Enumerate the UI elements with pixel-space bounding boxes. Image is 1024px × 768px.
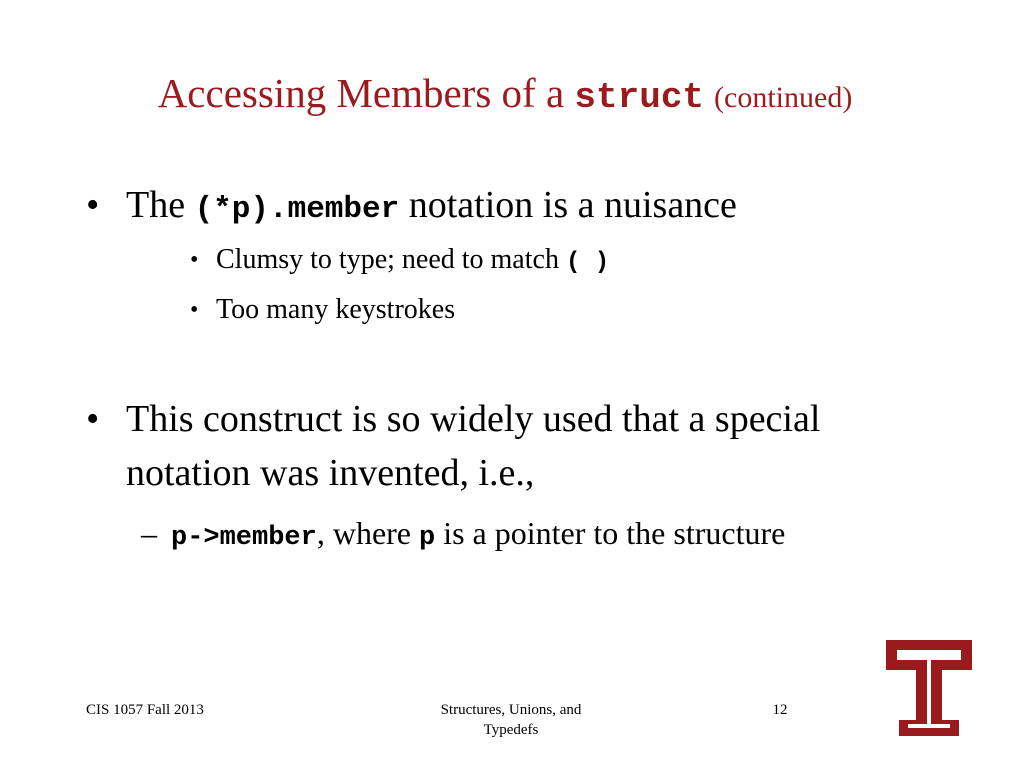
- footer-topic: Structures, Unions, and Typedefs: [440, 702, 582, 738]
- footer-course: CIS 1057 Fall 2013: [86, 702, 204, 718]
- dash-marker: –: [141, 515, 157, 551]
- bullet-dot: •: [86, 398, 100, 440]
- slide-title: [0, 68, 1010, 128]
- pointer-code: p: [419, 523, 436, 553]
- bullet-1-sub-1-text: Clumsy to type; need to match ( ): [216, 244, 610, 276]
- bullet-2-sub-1-text: p->member, where p is a pointer to the structure: [171, 515, 786, 553]
- title-code: struct: [574, 77, 705, 118]
- bullet-dot: •: [190, 247, 199, 273]
- bullet-1-sub-1-code: ( ): [565, 249, 610, 276]
- bullet-dot: •: [190, 297, 199, 323]
- bullet-dot: •: [86, 184, 100, 226]
- title-suffix: (continued): [714, 81, 853, 114]
- footer-page-number: 12: [772, 702, 788, 718]
- bullet-1-code: (*p).member: [194, 192, 400, 227]
- temple-t-logo-icon: [886, 640, 972, 736]
- arrow-notation-code: p->member: [171, 523, 317, 553]
- title-text: Accessing Members of a: [157, 70, 575, 116]
- bullet-1-text: The (*p).member notation is a nuisance: [126, 184, 737, 227]
- bullet-2-text: This construct is so widely used that a special notation was invented, i.e.,: [126, 398, 821, 494]
- bullet-1-sub-2-text: Too many keystrokes: [216, 294, 456, 325]
